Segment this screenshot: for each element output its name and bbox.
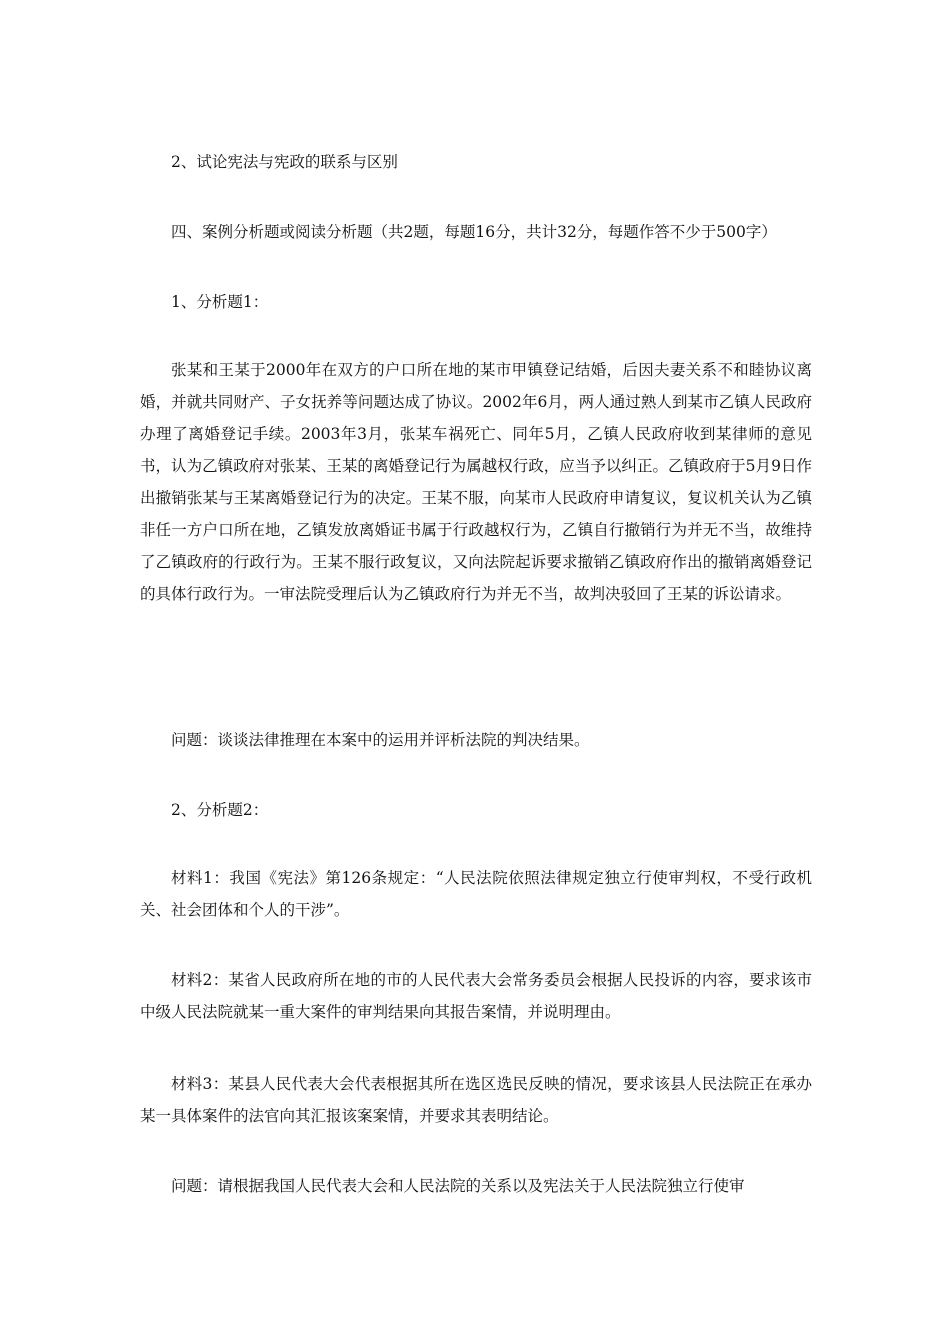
section-heading-case-analysis: 四、案例分析题或阅读分析题（共2题，每题16分，共计32分，每题作答不少于500字） — [171, 223, 777, 241]
material-3: 材料3：某县人民代表大会代表根据其所在选区选民反映的情况，要求该县人民法院正在承办某一具体案件的法官向其汇报该案案情，并要求其表明结论。 — [140, 1075, 812, 1125]
analysis-question-2-prompt: 问题：请根据我国人民代表大会和人民法院的关系以及宪法关于人民法院独立行使审 — [171, 1177, 745, 1195]
essay-question-2: 2、试论宪法与宪政的联系与区别 — [171, 153, 398, 171]
analysis-question-2-title: 2、分析题2： — [171, 801, 269, 819]
material-2: 材料2：某省人民政府所在地的市的人民代表大会常务委员会根据人民投诉的内容，要求该市中级人民法院就某一重大案件的审判结果向其报告案情，并说明理由。 — [140, 971, 812, 1021]
case-description: 张某和王某于2000年在双方的户口所在地的某市甲镇登记结婚，后因夫妻关系不和睦协议离婚，并就共同财产、子女抚养等问题达成了协议。2002年6月，两人通过熟人到某市乙镇人民政府办理了离婚登记手续。2003年3月，张某车祸死亡、同年5月，乙镇人民政府收到某律师的意见书，认为乙镇政府对张某、王某的离婚登记行为属越权行政，应当予以纠正。乙镇政府于5月9日作出撤销张某与王某离婚登记行为的决定。王某不服，向某市人民政府申请复议，复议机关认为乙镇非任一方户口所在地，乙镇发放离婚证书属于行政越权行为，乙镇自行撤销行为并无不当，故维持了乙镇政府的行政行为。王某不服行政复议，又向法院起诉要求撤销乙镇政府作出的撤销离婚登记的具体行政行为。一审法院受理后认为乙镇政府行为并无不当，故判决驳回了王某的诉讼请求。 — [140, 361, 812, 603]
analysis-question-1-title: 1、分析题1： — [171, 293, 269, 311]
analysis-question-1-prompt: 问题：谈谈法律推理在本案中的运用并评析法院的判决结果。 — [171, 731, 590, 749]
material-1: 材料1：我国《宪法》第126条规定：“人民法院依照法律规定独立行使审判权，不受行政机关、社会团体和个人的干涉”。 — [140, 869, 812, 919]
